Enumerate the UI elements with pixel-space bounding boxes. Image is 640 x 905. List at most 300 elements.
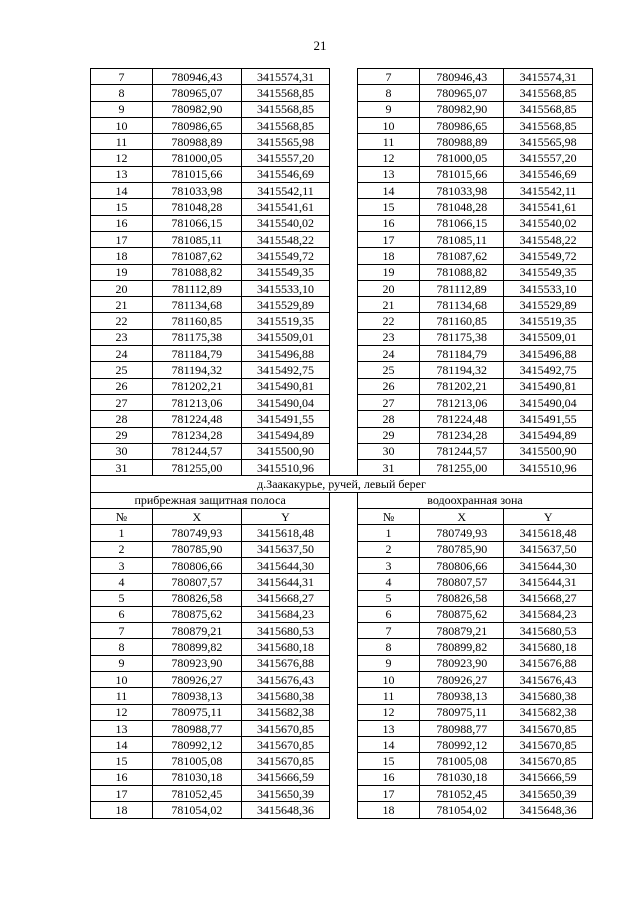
column-gap (330, 378, 358, 394)
left-y-coordinate-cell: 3415670,85 (241, 753, 330, 769)
left-y-coordinate-cell: 3415676,88 (241, 655, 330, 671)
column-gap (330, 215, 358, 231)
right-y-coordinate-cell: 3415680,38 (504, 688, 593, 704)
left-point-number-cell: 7 (91, 69, 153, 85)
right-y-coordinate-cell: 3415557,20 (504, 150, 593, 166)
right-x-coordinate-cell: 781134,68 (420, 297, 504, 313)
left-point-number-cell: 13 (91, 720, 153, 736)
right-point-number-cell: 28 (358, 411, 420, 427)
right-y-coordinate-cell: 3415549,72 (504, 248, 593, 264)
table-row (91, 248, 593, 264)
right-point-number-cell: 18 (358, 802, 420, 818)
right-y-coordinate-cell: 3415680,18 (504, 639, 593, 655)
right-point-number-cell: 25 (358, 362, 420, 378)
left-x-coordinate-cell: 781087,62 (153, 248, 242, 264)
table-row (91, 166, 593, 182)
left-point-number-cell: 19 (91, 264, 153, 280)
right-x-coordinate-cell: 781015,66 (420, 166, 504, 182)
right-subsection-title: водоохранная зона (358, 492, 593, 508)
left-y-coordinate-cell: 3415568,85 (241, 101, 330, 117)
column-gap (330, 150, 358, 166)
table-row (91, 215, 593, 231)
right-x-coordinate-cell: 781030,18 (420, 769, 504, 785)
table-row (91, 525, 593, 541)
right-x-coordinate-cell: 780946,43 (420, 69, 504, 85)
right-x-coordinate-cell: 780988,89 (420, 134, 504, 150)
left-y-header: Y (241, 509, 330, 525)
column-gap (330, 557, 358, 573)
right-y-coordinate-cell: 3415542,11 (504, 183, 593, 199)
right-x-coordinate-cell: 780982,90 (420, 101, 504, 117)
left-x-coordinate-cell: 781015,66 (153, 166, 242, 182)
left-x-coordinate-cell: 780988,77 (153, 720, 242, 736)
left-y-coordinate-cell: 3415491,55 (241, 411, 330, 427)
left-point-number-cell: 10 (91, 117, 153, 133)
left-y-coordinate-cell: 3415542,11 (241, 183, 330, 199)
right-x-coordinate-cell: 780879,21 (420, 623, 504, 639)
right-point-number-cell: 11 (358, 134, 420, 150)
column-header-row (91, 509, 593, 525)
right-x-coordinate-cell: 780807,57 (420, 574, 504, 590)
right-y-coordinate-cell: 3415684,23 (504, 606, 593, 622)
right-y-coordinate-cell: 3415492,75 (504, 362, 593, 378)
left-point-number-cell: 28 (91, 411, 153, 427)
right-y-coordinate-cell: 3415540,02 (504, 215, 593, 231)
right-x-coordinate-cell: 780965,07 (420, 85, 504, 101)
left-point-number-cell: 21 (91, 297, 153, 313)
left-x-coordinate-cell: 781175,38 (153, 329, 242, 345)
column-gap (330, 69, 358, 85)
column-gap (330, 313, 358, 329)
right-point-number-cell: 13 (358, 720, 420, 736)
right-point-number-cell: 10 (358, 671, 420, 687)
right-x-coordinate-cell: 780826,58 (420, 590, 504, 606)
left-point-number-cell: 8 (91, 85, 153, 101)
right-point-number-cell: 4 (358, 574, 420, 590)
right-y-coordinate-cell: 3415491,55 (504, 411, 593, 427)
left-y-coordinate-cell: 3415637,50 (241, 541, 330, 557)
left-point-number-cell: 27 (91, 394, 153, 410)
column-gap (330, 85, 358, 101)
table-row (91, 655, 593, 671)
left-y-coordinate-cell: 3415549,72 (241, 248, 330, 264)
left-y-coordinate-cell: 3415670,85 (241, 720, 330, 736)
left-point-number-cell: 16 (91, 769, 153, 785)
right-point-number-cell: 18 (358, 248, 420, 264)
left-point-number-cell: 8 (91, 639, 153, 655)
column-gap (330, 362, 358, 378)
table-row (91, 280, 593, 296)
table-row (91, 786, 593, 802)
table-row (91, 769, 593, 785)
left-x-header: X (153, 509, 242, 525)
left-x-coordinate-cell: 781033,98 (153, 183, 242, 199)
right-point-number-cell: 17 (358, 231, 420, 247)
column-gap (330, 394, 358, 410)
right-y-coordinate-cell: 3415670,85 (504, 737, 593, 753)
table-row (91, 378, 593, 394)
left-y-coordinate-cell: 3415568,85 (241, 85, 330, 101)
right-x-coordinate-cell: 781160,85 (420, 313, 504, 329)
column-gap (330, 671, 358, 687)
left-point-number-cell: 13 (91, 166, 153, 182)
left-x-coordinate-cell: 781030,18 (153, 769, 242, 785)
column-gap (330, 280, 358, 296)
column-gap (330, 753, 358, 769)
table-row (91, 574, 593, 590)
right-y-coordinate-cell: 3415494,89 (504, 427, 593, 443)
right-point-number-cell: 16 (358, 769, 420, 785)
table-row (91, 183, 593, 199)
left-point-number-cell: 2 (91, 541, 153, 557)
left-x-coordinate-cell: 781194,32 (153, 362, 242, 378)
table-row (91, 297, 593, 313)
right-y-coordinate-cell: 3415670,85 (504, 753, 593, 769)
left-x-coordinate-cell: 780988,89 (153, 134, 242, 150)
right-x-coordinate-cell: 781255,00 (420, 460, 504, 476)
right-y-coordinate-cell: 3415548,22 (504, 231, 593, 247)
right-point-number-cell: 5 (358, 590, 420, 606)
column-gap (330, 541, 358, 557)
column-gap (330, 639, 358, 655)
right-point-number-cell: 9 (358, 655, 420, 671)
left-x-coordinate-cell: 780826,58 (153, 590, 242, 606)
left-y-coordinate-cell: 3415519,35 (241, 313, 330, 329)
left-point-number-cell: 16 (91, 215, 153, 231)
left-point-number-cell: 12 (91, 150, 153, 166)
table-row (91, 720, 593, 736)
left-point-number-cell: 23 (91, 329, 153, 345)
right-x-coordinate-cell: 780926,27 (420, 671, 504, 687)
right-x-coordinate-cell: 781087,62 (420, 248, 504, 264)
right-point-number-cell: 12 (358, 150, 420, 166)
right-y-coordinate-cell: 3415568,85 (504, 85, 593, 101)
table-row (91, 394, 593, 410)
right-y-coordinate-cell: 3415682,38 (504, 704, 593, 720)
right-x-coordinate-cell: 781234,28 (420, 427, 504, 443)
left-y-coordinate-cell: 3415529,89 (241, 297, 330, 313)
left-x-coordinate-cell: 781085,11 (153, 231, 242, 247)
right-x-coordinate-cell: 781112,89 (420, 280, 504, 296)
right-x-coordinate-cell: 781066,15 (420, 215, 504, 231)
right-y-coordinate-cell: 3415533,10 (504, 280, 593, 296)
right-x-coordinate-cell: 781213,06 (420, 394, 504, 410)
left-y-coordinate-cell: 3415557,20 (241, 150, 330, 166)
left-x-coordinate-cell: 780992,12 (153, 737, 242, 753)
left-x-coordinate-cell: 781066,15 (153, 215, 242, 231)
left-x-coordinate-cell: 781112,89 (153, 280, 242, 296)
right-y-coordinate-cell: 3415676,43 (504, 671, 593, 687)
left-y-coordinate-cell: 3415510,96 (241, 460, 330, 476)
table-row (91, 623, 593, 639)
table-row (91, 590, 593, 606)
right-x-coordinate-cell: 781052,45 (420, 786, 504, 802)
right-y-coordinate-cell: 3415519,35 (504, 313, 593, 329)
left-x-coordinate-cell: 780807,57 (153, 574, 242, 590)
left-subsection-title: прибрежная защитная полоса (91, 492, 330, 508)
column-gap (330, 509, 358, 525)
right-x-coordinate-cell: 780992,12 (420, 737, 504, 753)
left-x-coordinate-cell: 780975,11 (153, 704, 242, 720)
left-y-coordinate-cell: 3415492,75 (241, 362, 330, 378)
right-point-number-cell: 15 (358, 753, 420, 769)
right-point-number-cell: 14 (358, 737, 420, 753)
left-x-coordinate-cell: 780785,90 (153, 541, 242, 557)
left-point-number-cell: 11 (91, 134, 153, 150)
right-point-number-cell: 15 (358, 199, 420, 215)
right-x-coordinate-cell: 781184,79 (420, 346, 504, 362)
left-y-coordinate-cell: 3415546,69 (241, 166, 330, 182)
right-point-number-cell: 27 (358, 394, 420, 410)
column-gap (330, 786, 358, 802)
right-point-number-cell: 1 (358, 525, 420, 541)
right-y-coordinate-cell: 3415676,88 (504, 655, 593, 671)
right-y-coordinate-cell: 3415574,31 (504, 69, 593, 85)
right-point-number-cell: 21 (358, 297, 420, 313)
right-point-number-cell: 26 (358, 378, 420, 394)
left-x-coordinate-cell: 781224,48 (153, 411, 242, 427)
left-point-number-cell: 4 (91, 574, 153, 590)
table-row (91, 150, 593, 166)
right-x-coordinate-cell: 781005,08 (420, 753, 504, 769)
column-gap (330, 704, 358, 720)
left-point-number-cell: 18 (91, 802, 153, 818)
table-row (91, 134, 593, 150)
column-gap (330, 199, 358, 215)
left-y-coordinate-cell: 3415565,98 (241, 134, 330, 150)
right-x-header: X (420, 509, 504, 525)
column-gap (330, 183, 358, 199)
column-gap (330, 346, 358, 362)
right-x-coordinate-cell: 781224,48 (420, 411, 504, 427)
left-x-coordinate-cell: 780986,65 (153, 117, 242, 133)
table-row (91, 443, 593, 459)
left-point-number-cell: 10 (91, 671, 153, 687)
column-gap (330, 297, 358, 313)
left-y-coordinate-cell: 3415533,10 (241, 280, 330, 296)
column-gap (330, 802, 358, 818)
left-point-number-cell: 5 (91, 590, 153, 606)
column-gap (330, 492, 358, 508)
right-point-number-cell: 3 (358, 557, 420, 573)
right-x-coordinate-cell: 780785,90 (420, 541, 504, 557)
right-point-number-cell: 19 (358, 264, 420, 280)
right-x-coordinate-cell: 780923,90 (420, 655, 504, 671)
table-row (91, 606, 593, 622)
left-x-coordinate-cell: 781005,08 (153, 753, 242, 769)
right-y-coordinate-cell: 3415644,31 (504, 574, 593, 590)
left-x-coordinate-cell: 781088,82 (153, 264, 242, 280)
right-y-coordinate-cell: 3415644,30 (504, 557, 593, 573)
right-point-number-cell: 14 (358, 183, 420, 199)
left-y-coordinate-cell: 3415644,31 (241, 574, 330, 590)
right-point-number-cell: 23 (358, 329, 420, 345)
left-y-coordinate-cell: 3415568,85 (241, 117, 330, 133)
section-title-row (91, 476, 593, 492)
right-x-coordinate-cell: 781175,38 (420, 329, 504, 345)
table-row (91, 329, 593, 345)
left-y-coordinate-cell: 3415680,18 (241, 639, 330, 655)
left-y-coordinate-cell: 3415541,61 (241, 199, 330, 215)
right-y-coordinate-cell: 3415668,27 (504, 590, 593, 606)
right-x-coordinate-cell: 781244,57 (420, 443, 504, 459)
coordinates-table (90, 68, 593, 819)
left-point-number-cell: 30 (91, 443, 153, 459)
left-x-coordinate-cell: 780749,93 (153, 525, 242, 541)
left-y-coordinate-cell: 3415490,81 (241, 378, 330, 394)
right-y-coordinate-cell: 3415568,85 (504, 101, 593, 117)
left-x-coordinate-cell: 781184,79 (153, 346, 242, 362)
left-x-coordinate-cell: 780879,21 (153, 623, 242, 639)
right-x-coordinate-cell: 781033,98 (420, 183, 504, 199)
right-y-coordinate-cell: 3415496,88 (504, 346, 593, 362)
table-row (91, 427, 593, 443)
left-y-coordinate-cell: 3415548,22 (241, 231, 330, 247)
right-x-coordinate-cell: 780899,82 (420, 639, 504, 655)
column-gap (330, 231, 358, 247)
right-y-coordinate-cell: 3415650,39 (504, 786, 593, 802)
left-point-number-cell: 15 (91, 199, 153, 215)
page-number: 21 (313, 38, 327, 53)
right-point-number-cell: 6 (358, 606, 420, 622)
left-y-coordinate-cell: 3415490,04 (241, 394, 330, 410)
left-y-coordinate-cell: 3415644,30 (241, 557, 330, 573)
table-row (91, 411, 593, 427)
table-row (91, 264, 593, 280)
right-y-coordinate-cell: 3415618,48 (504, 525, 593, 541)
left-x-coordinate-cell: 781255,00 (153, 460, 242, 476)
left-point-number-cell: 29 (91, 427, 153, 443)
left-y-coordinate-cell: 3415549,35 (241, 264, 330, 280)
right-point-number-cell: 11 (358, 688, 420, 704)
right-point-number-cell: 9 (358, 101, 420, 117)
left-y-coordinate-cell: 3415676,43 (241, 671, 330, 687)
right-y-coordinate-cell: 3415565,98 (504, 134, 593, 150)
table-row (91, 688, 593, 704)
left-point-number-cell: 18 (91, 248, 153, 264)
left-point-number-cell: 12 (91, 704, 153, 720)
section-title: д.Заакакурье, ручей, левый берег (91, 476, 593, 492)
left-x-coordinate-cell: 781213,06 (153, 394, 242, 410)
right-point-number-cell: 13 (358, 166, 420, 182)
left-x-coordinate-cell: 781160,85 (153, 313, 242, 329)
right-point-number-cell: 29 (358, 427, 420, 443)
right-x-coordinate-cell: 781202,21 (420, 378, 504, 394)
table-row (91, 85, 593, 101)
left-point-number-cell: 15 (91, 753, 153, 769)
left-y-coordinate-cell: 3415684,23 (241, 606, 330, 622)
left-x-coordinate-cell: 780875,62 (153, 606, 242, 622)
right-x-coordinate-cell: 780875,62 (420, 606, 504, 622)
right-point-number-cell: 16 (358, 215, 420, 231)
right-y-coordinate-cell: 3415648,36 (504, 802, 593, 818)
left-y-coordinate-cell: 3415494,89 (241, 427, 330, 443)
column-gap (330, 606, 358, 622)
table-row (91, 541, 593, 557)
right-x-coordinate-cell: 781048,28 (420, 199, 504, 215)
column-gap (330, 460, 358, 476)
right-x-coordinate-cell: 781194,32 (420, 362, 504, 378)
left-point-number-cell: 1 (91, 525, 153, 541)
right-point-number-cell: 17 (358, 786, 420, 802)
right-y-coordinate-cell: 3415500,90 (504, 443, 593, 459)
left-x-coordinate-cell: 780926,27 (153, 671, 242, 687)
left-point-number-cell: 31 (91, 460, 153, 476)
column-gap (330, 769, 358, 785)
right-y-coordinate-cell: 3415637,50 (504, 541, 593, 557)
right-x-coordinate-cell: 780938,13 (420, 688, 504, 704)
right-point-number-cell: 30 (358, 443, 420, 459)
left-point-number-cell: 25 (91, 362, 153, 378)
right-point-number-cell: 8 (358, 85, 420, 101)
left-y-coordinate-cell: 3415680,53 (241, 623, 330, 639)
right-point-number-cell: 2 (358, 541, 420, 557)
table-row (91, 737, 593, 753)
left-x-coordinate-cell: 780923,90 (153, 655, 242, 671)
left-y-coordinate-cell: 3415670,85 (241, 737, 330, 753)
column-gap (330, 655, 358, 671)
column-gap (330, 720, 358, 736)
left-point-number-cell: 20 (91, 280, 153, 296)
column-gap (330, 427, 358, 443)
table-row (91, 802, 593, 818)
left-y-coordinate-cell: 3415500,90 (241, 443, 330, 459)
right-y-coordinate-cell: 3415510,96 (504, 460, 593, 476)
right-point-number-cell: 10 (358, 117, 420, 133)
column-gap (330, 117, 358, 133)
right-point-number-cell: 7 (358, 69, 420, 85)
left-x-coordinate-cell: 781134,68 (153, 297, 242, 313)
right-y-coordinate-cell: 3415680,53 (504, 623, 593, 639)
subsection-title-row (91, 492, 593, 508)
column-gap (330, 411, 358, 427)
right-point-number-cell: 20 (358, 280, 420, 296)
right-x-coordinate-cell: 780975,11 (420, 704, 504, 720)
left-number-header: № (91, 509, 153, 525)
right-y-coordinate-cell: 3415546,69 (504, 166, 593, 182)
right-y-coordinate-cell: 3415549,35 (504, 264, 593, 280)
left-y-coordinate-cell: 3415509,01 (241, 329, 330, 345)
right-x-coordinate-cell: 780986,65 (420, 117, 504, 133)
left-point-number-cell: 9 (91, 101, 153, 117)
left-x-coordinate-cell: 781244,57 (153, 443, 242, 459)
left-x-coordinate-cell: 780899,82 (153, 639, 242, 655)
left-x-coordinate-cell: 781202,21 (153, 378, 242, 394)
column-gap (330, 248, 358, 264)
left-point-number-cell: 6 (91, 606, 153, 622)
right-x-coordinate-cell: 781000,05 (420, 150, 504, 166)
table-row (91, 231, 593, 247)
left-y-coordinate-cell: 3415618,48 (241, 525, 330, 541)
left-point-number-cell: 3 (91, 557, 153, 573)
left-y-coordinate-cell: 3415540,02 (241, 215, 330, 231)
right-y-coordinate-cell: 3415490,04 (504, 394, 593, 410)
left-x-coordinate-cell: 780965,07 (153, 85, 242, 101)
table-row (91, 704, 593, 720)
left-point-number-cell: 26 (91, 378, 153, 394)
left-point-number-cell: 17 (91, 231, 153, 247)
right-number-header: № (358, 509, 420, 525)
left-y-coordinate-cell: 3415666,59 (241, 769, 330, 785)
left-x-coordinate-cell: 780806,66 (153, 557, 242, 573)
left-x-coordinate-cell: 781052,45 (153, 786, 242, 802)
right-x-coordinate-cell: 781085,11 (420, 231, 504, 247)
table-row (91, 753, 593, 769)
column-gap (330, 166, 358, 182)
left-x-coordinate-cell: 781234,28 (153, 427, 242, 443)
left-point-number-cell: 22 (91, 313, 153, 329)
left-x-coordinate-cell: 780946,43 (153, 69, 242, 85)
